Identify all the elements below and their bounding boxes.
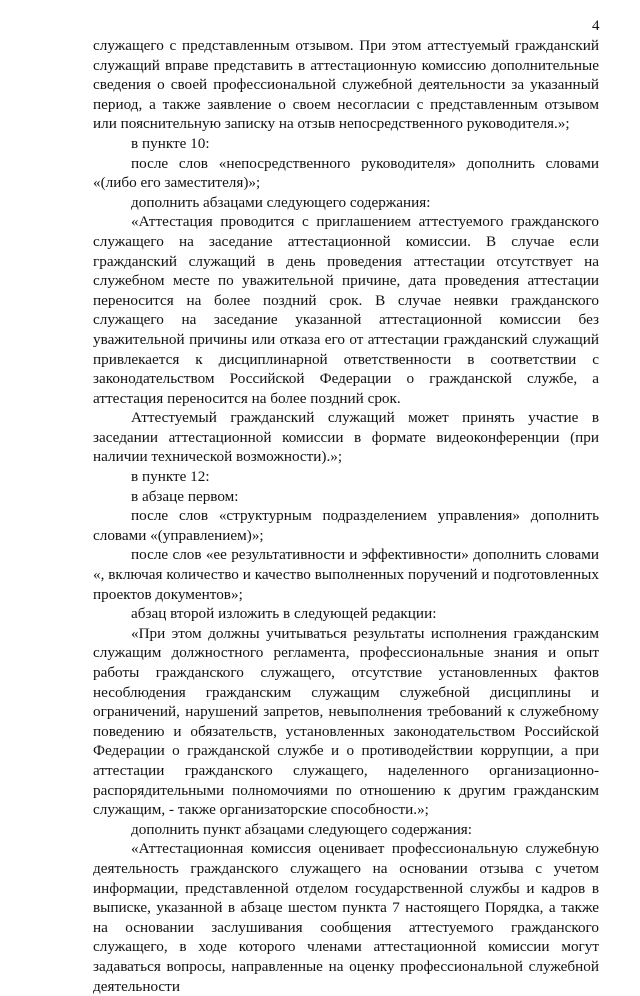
document-body (93, 36, 599, 996)
paragraph: после слов «непосредственного руководителя» дополнить словами «(либо его заместителя)»; (93, 154, 599, 192)
paragraph-continuation: служащего с представленным отзывом. При этом аттестуемый гражданский служащий вправе представить в аттестационную комиссию дополнительные сведения о своей профессиональной служебной деятельности за указанный период, а также заявление о своем несогласии с представленным отзывом или пояснительную записку на отзыв непосредственного руководителя.»; (93, 37, 599, 133)
paragraph: «При этом должны учитываться результаты исполнения гражданским служащим должностного регламента, профессиональные знания и опыт работы гражданского служащего, отсутствие установленных фактов несоблюдения гражданским служащим служебной дисциплины и ограничений, нарушений запретов, невыполнения требований к служебному поведению и обязательств, установленных законодательством Российской Федерации о гражданской службе и о противодействии коррупции, а при аттестации гражданского служащего, наделенного организационно-распорядительными полномочиями по отношению к другим гражданским служащим, - также организаторские способности.»; (93, 624, 599, 819)
paragraph: в абзаце первом: (131, 487, 239, 505)
paragraph: в пункте 12: (131, 468, 210, 486)
page-number: 4 (592, 18, 600, 34)
paragraph: в пункте 10: (131, 134, 210, 152)
paragraph: «Аттестационная комиссия оценивает профессиональную служебную деятельность гражданского служащего на основании отзыва с учетом информации, представленной отделом государственной службы и кадров в выписке, указанной в абзаце шестом пункта 7 настоящего Порядка, а также на основании заслушивания сообщения аттестуемого гражданского служащего, в ходе которого членами аттестационной комиссии могут задаваться вопросы, направленные на оценку профессиональной служебной деятельности (93, 840, 599, 995)
paragraph: «Аттестация проводится с приглашением аттестуемого гражданского служащего на заседание аттестационной комиссии. В случае если гражданский служащий в день проведения аттестации отсутствует на служебном месте по уважительной причине, дата проведения аттестации переносится на более поздний срок. В случае неявки гражданского служащего на заседание указанной аттестационной комиссии без уважительной причины или отказа его от аттестации гражданский служащий привлекается к дисциплинарной ответственности в соответствии с законодательством Российской Федерации о гражданской службе, а аттестация переносится на более поздний срок. (93, 213, 599, 407)
paragraph: дополнить абзацами следующего содержания: (131, 193, 431, 211)
paragraph: Аттестуемый гражданский служащий может принять участие в заседании аттестационной комиссии в формате видеоконференции (при наличии технической возможности).»; (93, 409, 599, 466)
paragraph: абзац второй изложить в следующей редакции: (131, 605, 437, 623)
paragraph: после слов «ее результативности и эффективности» дополнить словами «, включая количество и качество выполненных поручений и подготовленных проектов документов»; (93, 546, 599, 603)
paragraph: после слов «структурным подразделением управления» дополнить словами «(управлением)»; (93, 507, 599, 544)
paragraph: дополнить пункт абзацами следующего содержания: (131, 820, 472, 838)
